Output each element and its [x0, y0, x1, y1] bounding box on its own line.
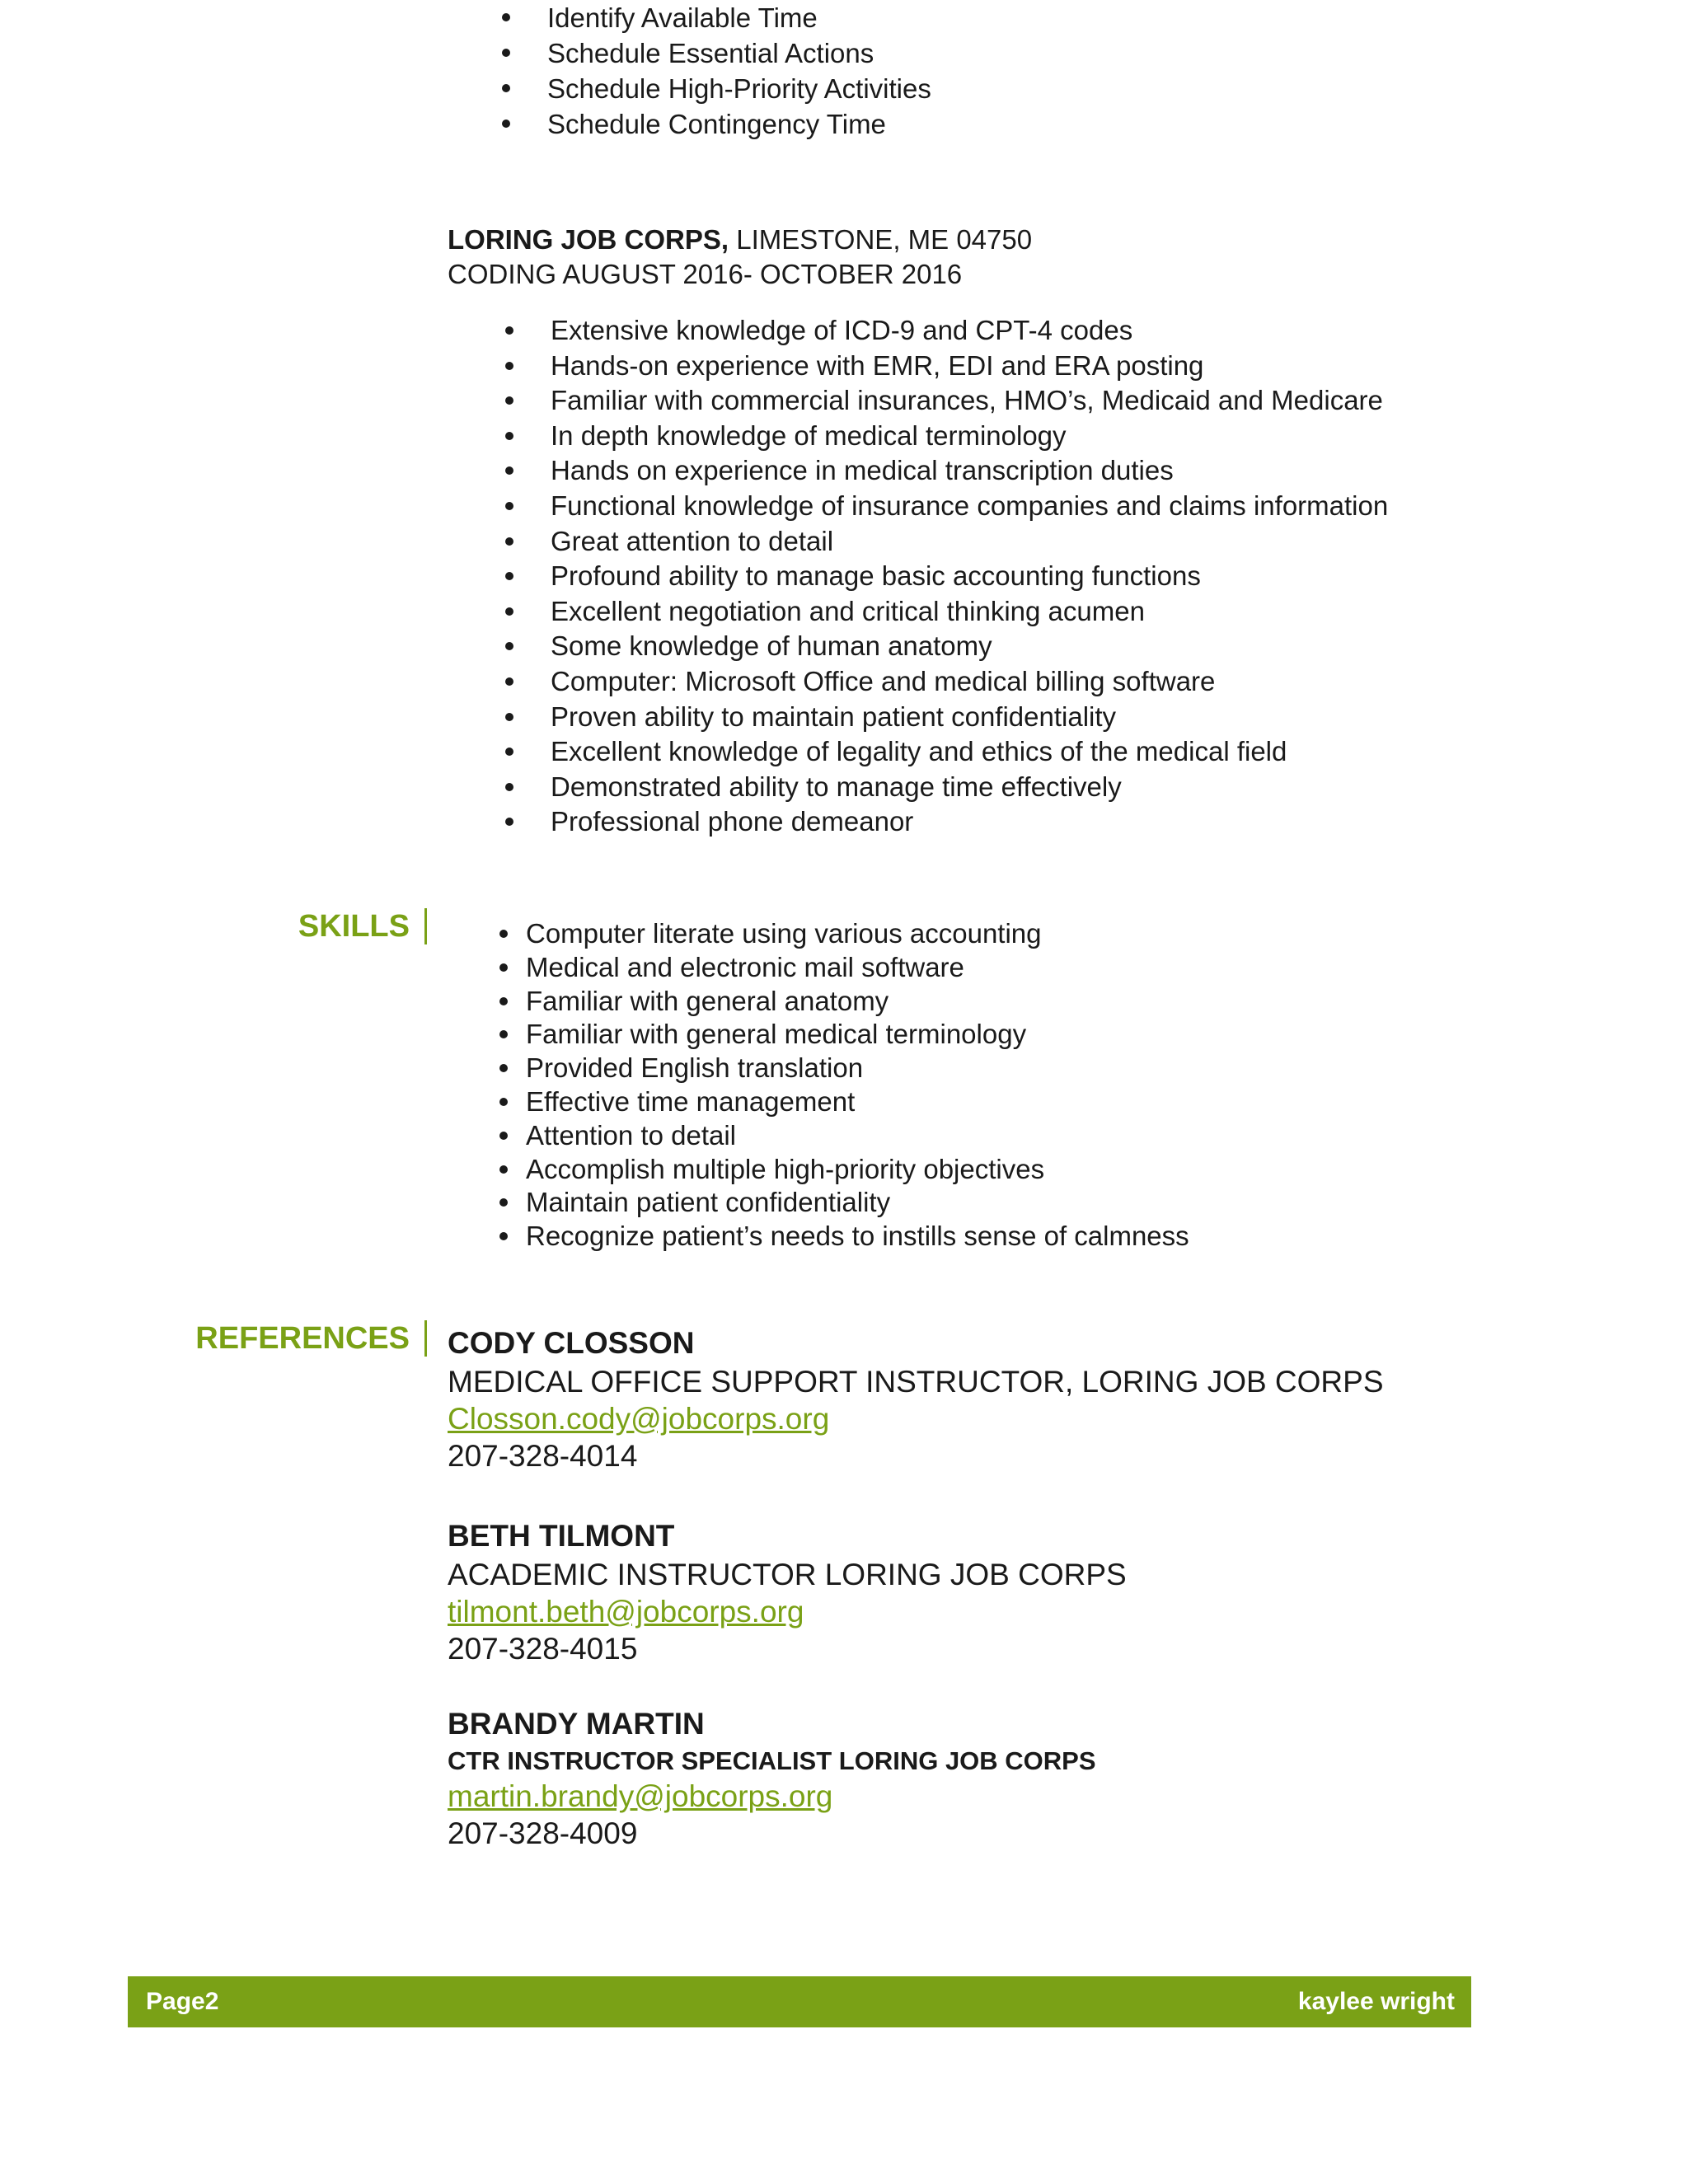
list-item: Great attention to detail — [501, 524, 1388, 560]
heading-divider — [424, 1320, 427, 1357]
list-item: Attention to detail — [498, 1119, 1189, 1153]
list-item: Hands on experience in medical transcription duties — [501, 453, 1388, 489]
list-item: Profound ability to manage basic accounting functions — [501, 559, 1388, 594]
page-footer — [128, 1976, 1471, 2027]
reference-phone: 207-328-4014 — [448, 1439, 638, 1473]
list-item: Demonstrated ability to manage time effectively — [501, 770, 1388, 805]
page-number: Page2 — [146, 1988, 219, 2015]
author-name: kaylee wright — [1297, 1988, 1455, 2015]
reference-phone: 207-328-4015 — [448, 1632, 638, 1666]
list-item: Maintain patient confidentiality — [498, 1186, 1189, 1220]
list-item: Professional phone demeanor — [501, 804, 1388, 840]
time-management-list — [498, 0, 931, 142]
list-item: Provided English translation — [498, 1052, 1189, 1085]
list-item: Computer: Microsoft Office and medical billing software — [501, 664, 1388, 700]
reference-name: BRANDY MARTIN — [448, 1707, 705, 1741]
list-item: Medical and electronic mail software — [498, 951, 1189, 985]
list-item: Familiar with commercial insurances, HMO’s, Medicaid and Medicare — [501, 383, 1388, 419]
references-heading — [195, 1320, 427, 1357]
list-item: Hands-on experience with EMR, EDI and ERA posting — [501, 349, 1388, 384]
list-item: Extensive knowledge of ICD-9 and CPT-4 codes — [501, 313, 1388, 349]
list-item: Computer literate using various accounting — [498, 917, 1189, 951]
reference-email-link[interactable]: martin.brandy@jobcorps.org — [448, 1779, 833, 1813]
list-item: Recognize patient’s needs to instills sense of calmness — [498, 1220, 1189, 1254]
coding-duties-list — [501, 313, 1388, 840]
employer-location: LIMESTONE, ME 04750 — [729, 224, 1033, 255]
reference-title: CTR INSTRUCTOR SPECIALIST LORING JOB CORPS — [448, 1746, 1096, 1775]
reference-entry — [448, 1324, 1384, 1475]
references-heading-label: REFERENCES — [195, 1320, 410, 1356]
skills-heading — [298, 908, 427, 944]
skills-heading-label: SKILLS — [298, 908, 410, 944]
list-item: Proven ability to maintain patient confidentiality — [501, 700, 1388, 735]
list-item: Familiar with general anatomy — [498, 985, 1189, 1019]
list-item: Effective time management — [498, 1085, 1189, 1119]
skills-list — [498, 917, 1189, 1254]
reference-entry — [448, 1704, 1096, 1853]
list-item: Schedule Contingency Time — [498, 106, 931, 142]
heading-divider — [424, 908, 427, 944]
list-item: Excellent knowledge of legality and ethics of the medical field — [501, 734, 1388, 770]
employer-line — [448, 223, 1032, 257]
reference-name: BETH TILMONT — [448, 1519, 675, 1553]
employer-block — [448, 223, 1032, 292]
list-item: In depth knowledge of medical terminology — [501, 419, 1388, 454]
employer-name: LORING JOB CORPS, — [448, 224, 729, 255]
list-item: Functional knowledge of insurance companies and claims information — [501, 489, 1388, 524]
list-item: Excellent negotiation and critical thinking acumen — [501, 594, 1388, 630]
list-item: Accomplish multiple high-priority objectives — [498, 1153, 1189, 1187]
reference-email-link[interactable]: tilmont.beth@jobcorps.org — [448, 1595, 804, 1629]
list-item: Schedule High-Priority Activities — [498, 71, 931, 106]
reference-entry — [448, 1516, 1127, 1668]
list-item: Identify Available Time — [498, 0, 931, 35]
reference-title: MEDICAL OFFICE SUPPORT INSTRUCTOR, LORING JOB CORPS — [448, 1365, 1384, 1399]
reference-name: CODY CLOSSON — [448, 1326, 695, 1360]
role-dates: CODING AUGUST 2016- OCTOBER 2016 — [448, 259, 963, 289]
list-item: Some knowledge of human anatomy — [501, 629, 1388, 664]
reference-email-link[interactable]: Closson.cody@jobcorps.org — [448, 1402, 830, 1436]
reference-phone: 207-328-4009 — [448, 1816, 638, 1850]
list-item: Familiar with general medical terminology — [498, 1018, 1189, 1052]
list-item: Schedule Essential Actions — [498, 35, 931, 71]
reference-title: ACADEMIC INSTRUCTOR LORING JOB CORPS — [448, 1558, 1127, 1591]
